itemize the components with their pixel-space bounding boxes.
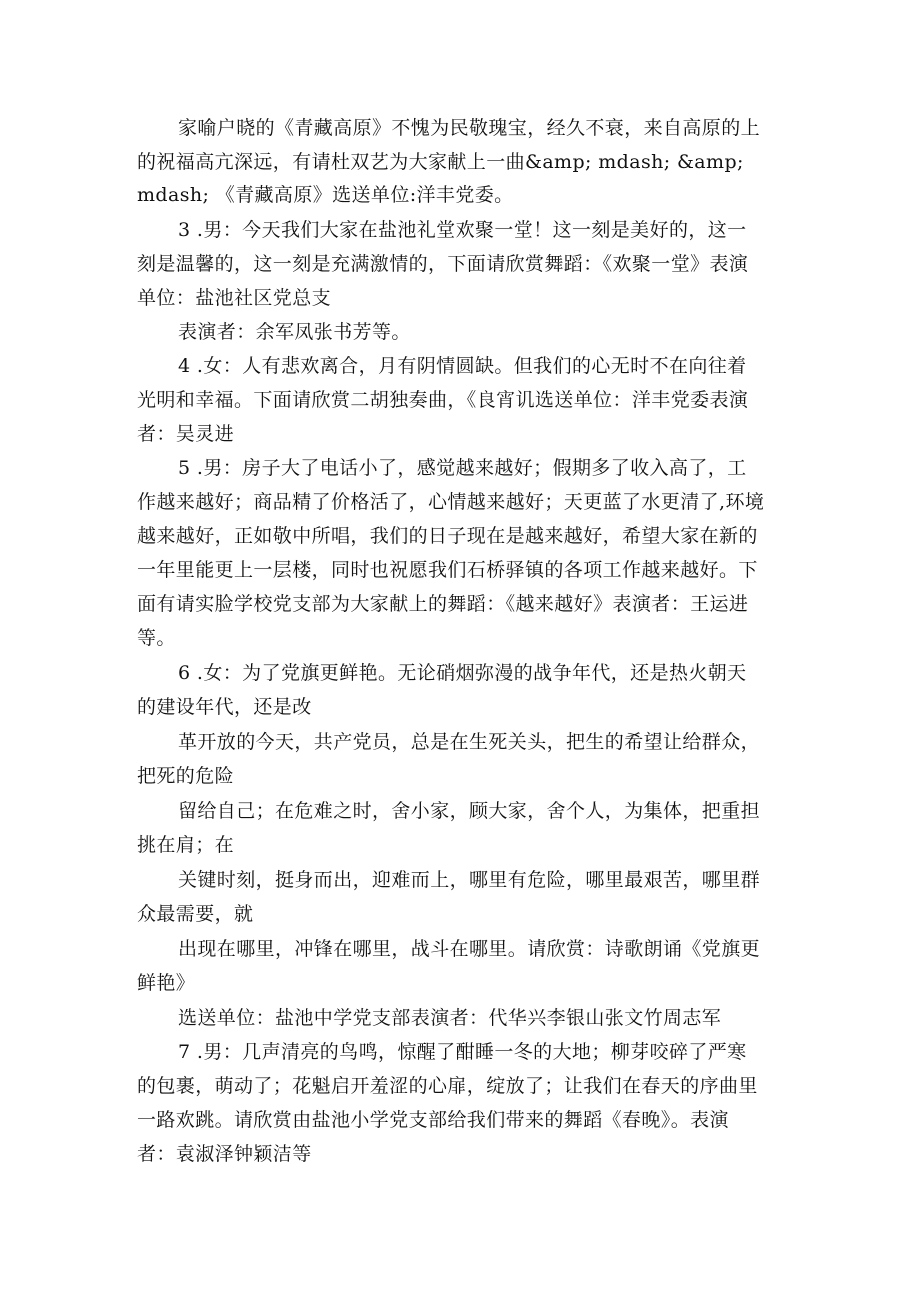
text-line: 一路欢跳。请欣赏由盐池小学党支部给我们带来的舞蹈《春晚》。表演 [137, 1109, 729, 1131]
text-line: 3 .男：今天我们大家在盐池礼堂欢聚一堂！这一刻是美好的，这一 [178, 219, 747, 241]
text-line: 刻是温馨的，这一刻是充满激情的，下面请欣赏舞蹈：《欢聚一堂》表演 [137, 253, 749, 275]
text-line: 者：袁淑泽钟颖洁等 [137, 1143, 312, 1165]
text-line: 6 .女：为了党旗更鲜艳。无论硝烟弥漫的战争年代，还是热火朝天 [178, 662, 747, 684]
text-line: 7 .男：几声清亮的鸟鸣，惊醒了酣睡一冬的大地；柳芽咬碎了严寒 [178, 1041, 747, 1063]
text-line: 表演者：余军凤张书芳等。 [178, 321, 411, 343]
text-line: 出现在哪里，冲锋在哪里，战斗在哪里。请欣赏：诗歌朗诵《党旗更 [178, 938, 761, 960]
text-line: 等。 [137, 627, 176, 649]
text-line: mdash; 《青藏高原》选送单位:洋丰党委。 [137, 184, 514, 206]
text-line: 鲜艳》 [137, 972, 196, 994]
text-line: 面有请实脸学校党支部为大家献上的舞蹈：《越来越好》表演者：王运进 [137, 593, 749, 615]
text-line: 一年里能更上一层楼，同时也祝愿我们石桥驿镇的各项工作越来越好。下 [137, 559, 758, 581]
text-line: 5 .男：房子大了电话小了，感觉越来越好；假期多了收入高了，工 [178, 457, 747, 479]
text-line: 越来越好，正如敬中所唱，我们的日子现在是越来越好，希望大家在新的 [137, 525, 758, 547]
text-line: 光明和幸福。下面请欣赏二胡独奏曲，《良宵讥选送单位：洋丰党委表演 [137, 389, 749, 411]
text-line: 把死的危险 [137, 765, 235, 787]
text-line: 4 .女：人有悲欢离合，月有阴情圆缺。但我们的心无时不在向往着 [178, 355, 747, 377]
text-line: 众最需要，就 [137, 903, 254, 925]
text-line: 的建设年代，还是改 [137, 696, 312, 718]
text-line: 单位：盐池社区党总支 [137, 287, 332, 309]
text-line: 留给自己；在危难之时，舍小家，顾大家，舍个人，为集体，把重担 [178, 800, 761, 822]
text-line: 挑在肩；在 [137, 834, 235, 856]
text-line: 的包裹，萌动了；花魁启开羞涩的心扉，绽放了；让我们在春天的序曲里 [137, 1075, 758, 1097]
text-line: 革开放的今天，共产党员，总是在生死关头，把生的希望让给群众， [178, 731, 761, 753]
text-line: 选送单位：盐池中学党支部表演者：代华兴李银山张文竹周志军 [178, 1007, 722, 1029]
text-line: 作越来越好；商品精了价格活了，心情越来越好；天更蓝了水更清了,环境 [137, 491, 765, 513]
text-line: 家喻户晓的《青藏高原》不愧为民敬瑰宝，经久不衰，来自高原的上 [178, 117, 761, 139]
text-line: 的祝福高亢深远，有请杜双艺为大家献上一曲&amp; mdash; &amp; [137, 151, 744, 173]
text-line: 关键时刻，挺身而出，迎难而上，哪里有危险，哪里最艰苦，哪里群 [178, 869, 761, 891]
text-line: 者：吴灵进 [137, 423, 235, 445]
